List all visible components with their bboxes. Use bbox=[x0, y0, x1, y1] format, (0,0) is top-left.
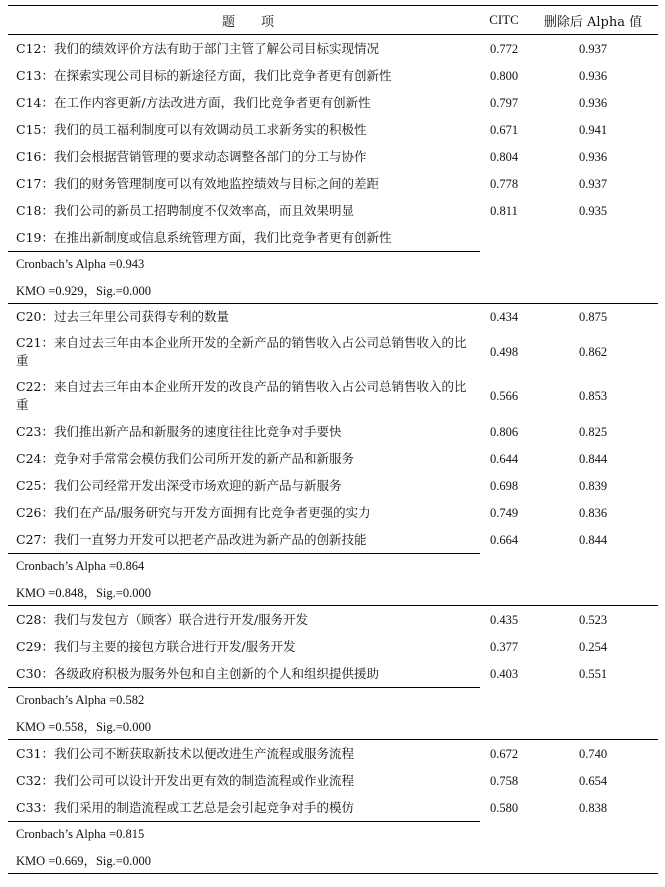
alpha-value: 0.523 bbox=[578, 612, 608, 627]
alpha-value: 0.740 bbox=[578, 746, 608, 761]
citc-value: 0.664 bbox=[489, 532, 519, 547]
citc-value: 0.377 bbox=[489, 639, 519, 654]
citc-value: 0.804 bbox=[489, 149, 519, 164]
item-text: C29：我们与主要的接包方联合进行开发/服务开发 bbox=[16, 638, 296, 654]
alpha-value: 0.825 bbox=[578, 424, 608, 439]
alpha-value: 0.254 bbox=[578, 639, 608, 654]
bottom-rule bbox=[8, 873, 658, 874]
table-row bbox=[8, 660, 658, 687]
table-row bbox=[8, 170, 658, 197]
citc-value: 0.698 bbox=[489, 478, 519, 493]
table-row bbox=[8, 472, 658, 499]
item-text: C13：在探索实现公司目标的新途径方面，我们比竞争者更有创新性 bbox=[16, 67, 392, 83]
citc-value: 0.671 bbox=[489, 122, 519, 137]
alpha-value: 0.936 bbox=[578, 149, 608, 164]
item-text: C14：在工作内容更新/方法改进方面，我们比竞争者更有创新性 bbox=[16, 94, 371, 110]
citc-value: 0.403 bbox=[489, 666, 519, 681]
table-header bbox=[8, 6, 658, 34]
kmo-row bbox=[8, 713, 658, 739]
citc-value: 0.644 bbox=[489, 451, 519, 466]
table-row bbox=[8, 767, 658, 794]
kmo-sig: KMO =0.558，Sig.=0.000 bbox=[16, 720, 151, 734]
table-row bbox=[8, 445, 658, 472]
header-alpha: 删除后 Alpha 值 bbox=[543, 14, 643, 30]
cronbach-alpha: Cronbach’s Alpha =0.943 bbox=[8, 251, 480, 277]
group bbox=[8, 606, 658, 739]
table-body bbox=[8, 35, 658, 873]
kmo-row bbox=[8, 277, 658, 303]
item-text: C31：我们公司不断获取新技术以便改进生产流程或服务流程 bbox=[16, 745, 354, 761]
citc-value: 0.498 bbox=[489, 345, 519, 359]
cronbach-row bbox=[8, 821, 658, 847]
table-row bbox=[8, 224, 658, 251]
table-row bbox=[8, 794, 658, 821]
item-text: C20：过去三年里公司获得专利的数量 bbox=[16, 309, 229, 324]
table-row bbox=[8, 143, 658, 170]
alpha-value: 0.836 bbox=[578, 505, 608, 520]
table-row bbox=[8, 116, 658, 143]
citc-value: 0.580 bbox=[489, 800, 519, 815]
item-text: C24：竞争对手常常会模仿我们公司所开发的新产品和新服务 bbox=[16, 450, 354, 466]
citc-value: 0.800 bbox=[489, 68, 519, 83]
header-item: 题 项 bbox=[221, 14, 274, 30]
citc-value: 0.749 bbox=[489, 505, 519, 520]
item-text: C33：我们采用的制造流程或工艺总是会引起竞争对手的模仿 bbox=[16, 799, 354, 815]
kmo-sig: KMO =0.669，Sig.=0.000 bbox=[16, 854, 151, 868]
citc-value: 0.566 bbox=[489, 389, 519, 403]
table-row bbox=[8, 89, 658, 116]
group bbox=[8, 35, 658, 303]
alpha-value: 0.839 bbox=[578, 478, 608, 493]
item-text: C27：我们一直努力开发可以把老产品改进为新产品的创新技能 bbox=[16, 531, 367, 547]
table-row bbox=[8, 304, 658, 330]
table-row bbox=[8, 62, 658, 89]
alpha-value: 0.936 bbox=[578, 95, 608, 110]
cronbach-row bbox=[8, 687, 658, 713]
item-text: C26：我们在产品/服务研究与开发方面拥有比竞争者更强的实力 bbox=[16, 504, 371, 520]
table-row bbox=[8, 606, 658, 633]
citc-value: 0.806 bbox=[489, 424, 519, 439]
cronbach-alpha: Cronbach’s Alpha =0.815 bbox=[8, 821, 480, 847]
alpha-value: 0.853 bbox=[578, 389, 608, 403]
item-text: C17：我们的财务管理制度可以有效地监控绩效与目标之间的差距 bbox=[16, 175, 379, 191]
citc-value: 0.811 bbox=[490, 203, 518, 218]
table-row bbox=[8, 526, 658, 553]
item-text: C21：来自过去三年由本企业所开发的全新产品的销售收入占公司总销售收入的比重 bbox=[16, 335, 467, 368]
item-text: C32：我们公司可以设计开发出更有效的制造流程或作业流程 bbox=[16, 772, 354, 788]
item-text: C15：我们的员工福利制度可以有效调动员工求新务实的积极性 bbox=[16, 121, 367, 137]
group bbox=[8, 740, 658, 873]
alpha-value: 0.654 bbox=[578, 773, 608, 788]
kmo-row bbox=[8, 579, 658, 605]
cronbach-alpha: Cronbach’s Alpha =0.864 bbox=[8, 553, 480, 579]
citc-value: 0.758 bbox=[489, 773, 519, 788]
alpha-value: 0.862 bbox=[578, 345, 608, 359]
item-text: C19：在推出新制度或信息系统管理方面，我们比竞争者更有创新性 bbox=[16, 229, 392, 245]
table-row bbox=[8, 330, 658, 374]
alpha-value: 0.875 bbox=[578, 310, 608, 324]
table-row bbox=[8, 740, 658, 767]
alpha-value: 0.844 bbox=[578, 451, 608, 466]
alpha-value: 0.937 bbox=[578, 176, 608, 191]
cronbach-row bbox=[8, 251, 658, 277]
citc-value: 0.435 bbox=[489, 612, 519, 627]
item-text: C16：我们会根据营销管理的要求动态调整各部门的分工与协作 bbox=[16, 148, 367, 164]
alpha-value: 0.941 bbox=[578, 122, 608, 137]
table-row bbox=[8, 499, 658, 526]
cronbach-row bbox=[8, 553, 658, 579]
citc-value: 0.434 bbox=[489, 310, 519, 324]
citc-value: 0.797 bbox=[489, 95, 519, 110]
kmo-sig: KMO =0.929，Sig.=0.000 bbox=[16, 284, 151, 298]
alpha-value: 0.551 bbox=[578, 666, 608, 681]
item-text: C22：来自过去三年由本企业所开发的改良产品的销售收入占公司总销售收入的比重 bbox=[16, 379, 467, 412]
cronbach-alpha: Cronbach’s Alpha =0.582 bbox=[8, 687, 480, 713]
item-text: C25：我们公司经常开发出深受市场欢迎的新产品与新服务 bbox=[16, 477, 342, 493]
alpha-value: 0.838 bbox=[578, 800, 608, 815]
item-text: C12：我们的绩效评价方法有助于部门主管了解公司目标实现情况 bbox=[16, 40, 379, 56]
reliability-table bbox=[8, 5, 658, 874]
item-text: C28：我们与发包方（顾客）联合进行开发/服务开发 bbox=[16, 611, 309, 627]
alpha-value: 0.935 bbox=[578, 203, 608, 218]
kmo-sig: KMO =0.848，Sig.=0.000 bbox=[16, 586, 151, 600]
kmo-row bbox=[8, 847, 658, 873]
item-text: C23：我们推出新产品和新服务的速度往往比竞争对手要快 bbox=[16, 423, 342, 439]
table-row bbox=[8, 374, 658, 418]
alpha-value: 0.844 bbox=[578, 532, 608, 547]
citc-value: 0.772 bbox=[489, 41, 519, 56]
table-row bbox=[8, 35, 658, 62]
alpha-value: 0.936 bbox=[578, 68, 608, 83]
header-citc: CITC bbox=[489, 12, 519, 27]
table-row bbox=[8, 633, 658, 660]
citc-value: 0.672 bbox=[489, 746, 519, 761]
alpha-value: 0.937 bbox=[578, 41, 608, 56]
citc-value: 0.778 bbox=[489, 176, 519, 191]
item-text: C30：各级政府积极为服务外包和自主创新的个人和组织提供援助 bbox=[16, 665, 379, 681]
table-row bbox=[8, 197, 658, 224]
item-text: C18：我们公司的新员工招聘制度不仅效率高，而且效果明显 bbox=[16, 202, 354, 218]
table-row bbox=[8, 418, 658, 445]
group bbox=[8, 304, 658, 605]
